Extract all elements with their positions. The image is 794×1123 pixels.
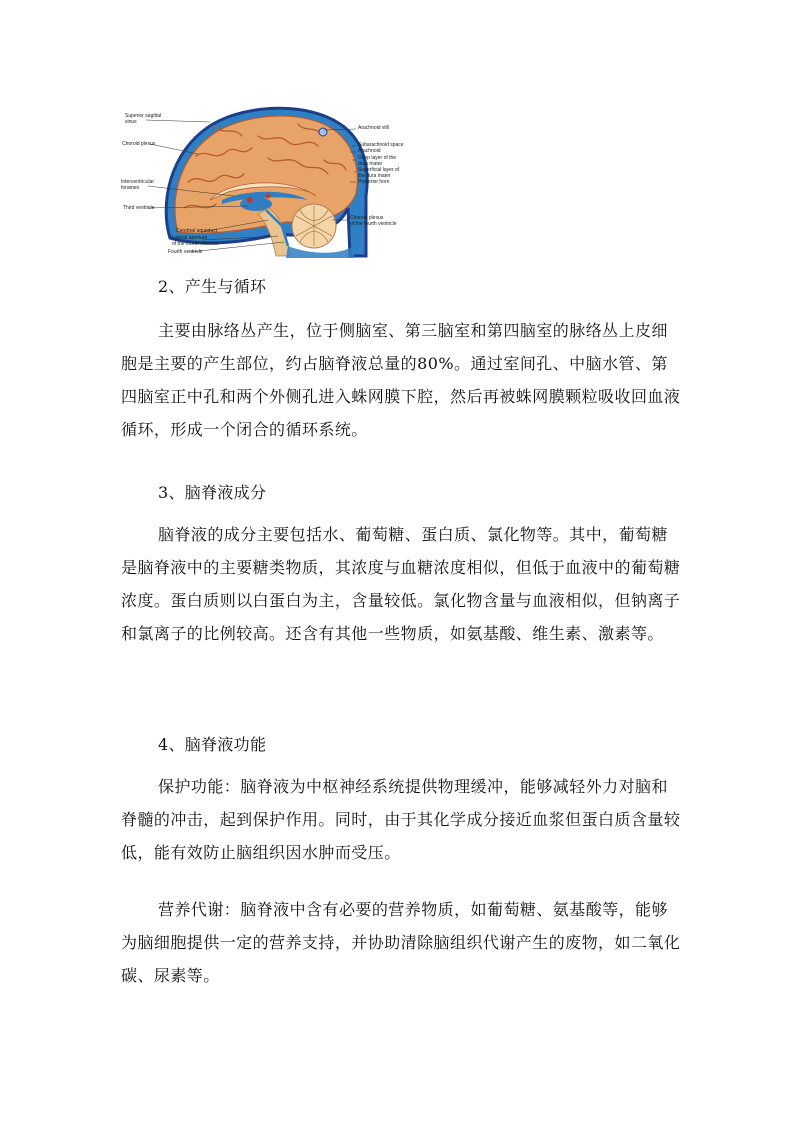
section-paragraph: 保护功能：脑脊液为中枢神经系统提供物理缓冲，能够减轻外力对脑和脊髓的冲击，起到保护作用。同时，由于其化学成分接近血浆但蛋白质含量较低，能有效防止脑组织因水肿而受压。 <box>121 777 681 862</box>
figure-label-superficial-dura: Superficial layer of the dura mater <box>358 167 400 179</box>
section-heading-production-circulation: 2、产生与循环 <box>158 277 267 296</box>
section-paragraph: 营养代谢：脑脊液中含有必要的营养物质，如葡萄糖、氨基酸等，能够为脑细胞提供一定的营养支持，并协助清除脑组织代谢产生的废物，如二氧化碳、尿素等。 <box>121 900 681 985</box>
figure-label-posterior-horn: Posterior horn <box>358 179 390 185</box>
figure-label-interventricular-foramen: Interventricular foramen <box>121 179 155 191</box>
section-paragraph: 主要由脉络丛产生，位于侧脑室、第三脑室和第四脑室的脉络丛上皮细胞是主要的产生部位，约占脑脊液总量的80%。通过室间孔、中脑水管、第四脑室正中孔和两个外侧孔进入蛛网膜下腔，然后再被蛛网膜颗粒吸收回血液循环，形成一个闭合的循环系统。 <box>121 321 681 439</box>
section-paragraph: 脑脊液的成分主要包括水、葡萄糖、蛋白质、氯化物等。其中，葡萄糖是脑脊液中的主要糖类物质，其浓度与血糖浓度相似，但低于血液中的葡萄糖浓度。蛋白质则以白蛋白为主，含量较低。氯化物含量与血液相似，但钠离子和氯离子的比例较高。还含有其他一些物质，如氨基酸、维生素、激素等。 <box>121 525 681 643</box>
figure-label-deep-dura: Deep layer of the dura mater <box>358 155 397 167</box>
section-heading-csf-composition: 3、脑脊液成分 <box>158 483 267 502</box>
figure-label-third-ventricle: Third ventricle <box>123 205 155 211</box>
brain-csf-illustration <box>118 96 414 258</box>
figure-label-arachnoid-villi: Arachnoid villi <box>358 125 389 131</box>
section-heading-csf-function: 4、脑脊液功能 <box>158 735 267 754</box>
figure-label-lateral-aperture: Lateral aperture of the fourth ventricle <box>172 235 219 247</box>
figure-label-choroid-plexus: Choroid plexus <box>122 141 156 147</box>
figure-label-subarachnoid-space: Subarachnoid space <box>358 142 404 148</box>
figure-label-cerebral-aqueduct: Cerebral aqueduct <box>176 228 218 234</box>
figure-label-fourth-ventricle: Fourth ventricle <box>168 249 203 255</box>
figure-label-superior-sagittal-sinus: Superior sagittal sinus <box>125 113 162 125</box>
figure-label-choroid-plexus-fourth: Choroid plexus of the fourth ventricle <box>350 215 397 227</box>
figure-label-arachnoid: Arachnoid <box>358 148 381 154</box>
